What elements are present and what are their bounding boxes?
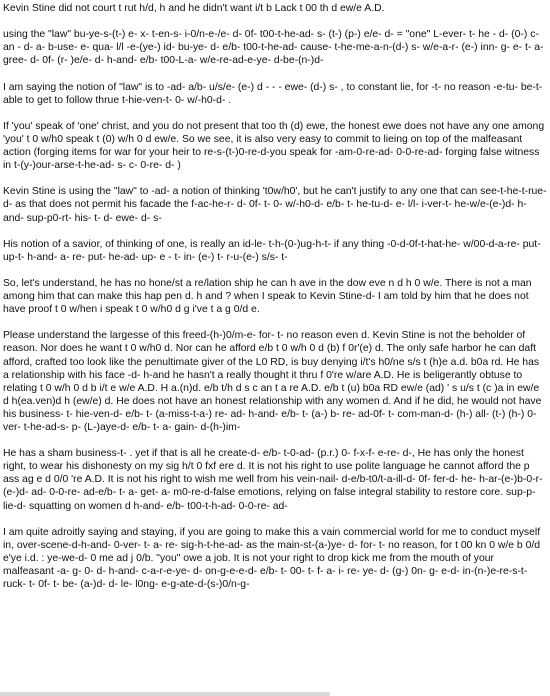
paragraph: I am saying the notion of "law" is to -ad- a/b- u/s/e- (e-) d - - - ewe- (d-) s- , to constant lie, for -t- no reason -e-tu- be-t- able to get to follow thrue t-hie-ven-t- 0- w/-h0-d- . [3, 81, 543, 106]
paragraph: So, let's understand, he has no hone/st a re/lation ship he can h ave in the dow eve n d h 0 w/e. There is not a man among him that can make this hap pen d. h and ? when I speak to Kevin Stine-d- I am told by him that he does not have proof t 0 w/hen i speak t 0 w/h0 d g i've t a g 0/d e. [3, 277, 532, 316]
paragraph: Kevin Stine did not court t rut h/d, h and he didn't want i/t b Lack t 00 th d ew/e A.D. [3, 3, 385, 14]
paragraph: If 'you' speak of 'one' christ, and you do not present that too th (d) ewe, the honest ewe does not have any one among 'you' t 0 w/h0 speak t (0) w/h 0 d ew/e. So we see, it is also very easy to commit to lieing on top of the malfeasant action (forging items for war for your heir to re-s-(t-)0-re-d-you speak for -am-0-re-ad- 0-0-re-ad- forging false witness in t-(y-)our-arse-t-he-ad- s- c- 0-re- d- ) [3, 120, 545, 172]
paragraph: He has a sham business-t- . yet if that is all he create-d- e/b- t-0-ad- (p.r.) 0- f-x-f- e-re- d-, He has only the honest right, to wear his dishonesty on my sig h/t 0 fxf ere d. It is not his right to use polite language he cannot afford the p ass ag e d 0/0 're A.D. It is not his right to wish me well from his vein-nail- d-e/b-t0/t-a-ill-d- 0f- fer-d- he- h-ar-(e-)b-0-r-(e-)d- ad- 0-0-re- ad-e/b- t- a- get- a- m0-re-d-false emotions, relying on false integral stability to restore core. sup-p-lie-d- squatting on women d h-and- e/b- t00-t-h-ad- 0-0-re- ad- [3, 448, 543, 512]
paragraph: Please understand the largesse of this freed-(h-)0/m-e- for- t- no reason even d. Kevin Stine is not the beholder of reason. Nor does he want t 0 w/h0 d. Nor can he afford e/b t 0 w/h 0 d (b) f 0r'(e) d. The only safe harbor he can daft afford, crafted too look like the penultimate giver of the L0 RD, is buy denying i/t's h0/ne s/s t (h)e a.d. b0a rd. He has a relationship with his face -d- h-and he hasn't a really thought it thru f 0're w/are A.D. He is beligerantly obtuse to relating t 0 w/h 0 d b i/t e w/e A.D. H a.(n)d. e/b t/h d s c an t a re A.D. e/b t (u) b0a RD ew/e (ad) ' s u/s t (c )a in ew/e d h(ea.ven)d h (ew/e) d. He does not have an honest relationship with any women d. And if he did, he would not have his business- t- hie-ven-d- e/b- t- (a-miss-t-a-) re- ad- h-and- e/b- t- (a-) b- re- ad-0f- t- com-man-d- (h-) all- (t-) (h-) 0-ver- t-he-ad-s- p- (L-)aye-d- e/b- t- a- gain- d-(h-)im- [3, 330, 542, 433]
document-body [3, 2, 547, 604]
horizontal-scrollbar[interactable] [0, 692, 330, 696]
paragraph: using the "law" bu-ye-s-(t-) e- x- t-en-s- i-0/n-e-/e- d- 0f- t00-t-he-ad- s- (t-) (p-) e/e- d- = "one" L-ever- t- he - d- (0-) c- an - d- a- b-use- e- qua- l/l -e-(ye-) id- bu-ye- d- e/b- t00-t-he-ad- cause- t-he-me-a-n-(d-) s- w/e-a-r- (e-) inn- g- e- t- a- gree- d- 0f- (r- )e/e- d- h-and- e/b- t00-L-a- w/e-re-ad-e-ye- d-be-(n-)d- [3, 29, 544, 67]
paragraph: Kevin Stine is using the "law" to -ad- a notion of thinking 't0w/h0', but he can't justify to any one that can see-t-he-t-rue-d- as that does not permit his facade the f-ac-he-r- d- 0f- t- 0- w/-h0-d- e/b- t- he-tu-d- e- l/l- i-ver-t- he-w/e-(e-)d- h-and- sup-p0-rt- his- t- d- ewe- d- s- [3, 186, 547, 224]
paragraph: I am quite adroitly saying and staying, if you are going to make this a vain commercial world for me to conduct myself in, over-scene-d-h-and- 0-ver- t- a- re- sig-h-t-he-ad- as the main-st-(a-)ye- d- for- t- no reason, for t 00 kn 0 w/e b 0/d e'ye i.d. : ye-we-d- 0 me ad j 0/b. "you" owe a job. It is not your right to drop kick me from the mouth of your malfeasant -a- g- 0- d- h-and- c-a-r-e-ye- d- on-g-e-e-d- e/b- t- 00- t- f- a- i- re- ye- d- (g-) 0n- g- e-d- in-(n-)e-re-s-t- ruck- t- 0f- t- be- (a-)d- d- le- l0ng- e-g-ate-d-(s-)0/n-g- [3, 526, 541, 591]
paragraph: His notion of a savior, of thinking of one, is really an id-le- t-h-(0-)ug-h-t- if any thing -0-d-0f-t-hat-he- w/00-d-a-re- put-up-t- h-and- a- re- put- he-ad- up- e - t- in- (e-) t- r-u-(e-) s/s- t- [3, 238, 541, 263]
